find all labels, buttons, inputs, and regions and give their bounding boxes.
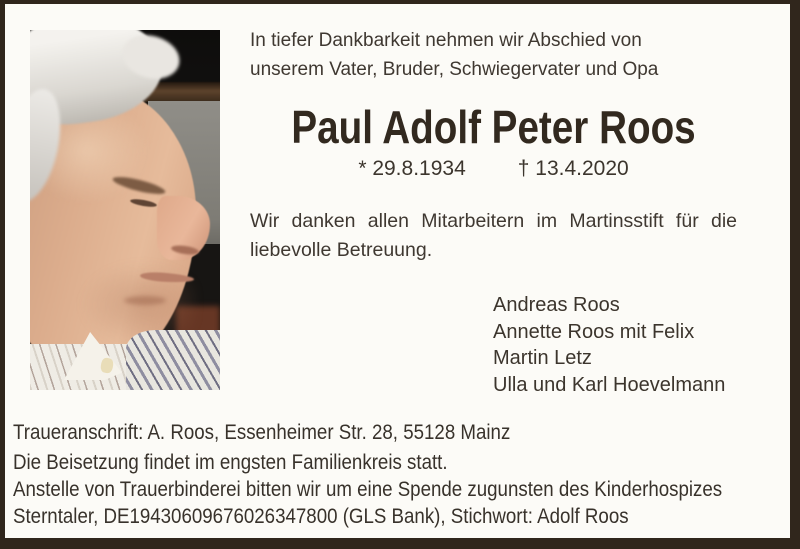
death-date: † 13.4.2020 — [517, 157, 629, 180]
photo-shoulder-stripes — [126, 330, 220, 390]
thanks-text — [250, 207, 737, 265]
photo-chin-crease — [124, 296, 166, 305]
deceased-name: Paul Adolf Peter Roos — [291, 101, 696, 153]
burial-line: Die Beisetzung findet im engsten Familienkreis statt. — [13, 450, 448, 474]
mourner-name: Andreas Roos — [493, 294, 620, 316]
intro-text — [250, 26, 737, 84]
birth-date: * 29.8.1934 — [358, 157, 466, 180]
thanks-line: liebevolle Betreuung. — [250, 239, 433, 261]
portrait-photo — [30, 30, 220, 390]
intro-line: unserem Vater, Bruder, Schwiegervater und Opa — [250, 59, 659, 80]
mourner-name: Martin Letz — [493, 347, 592, 369]
donation-line: Anstelle von Trauerbinderei bitten wir um eine Spende zugunsten des Kinderhospizes — [13, 477, 723, 501]
donation-line: Sterntaler, DE19430609676026347800 (GLS Bank), Stichwort: Adolf Roos — [13, 504, 629, 528]
life-dates — [250, 157, 737, 181]
footer-text — [13, 419, 800, 530]
intro-line: In tiefer Dankbarkeit nehmen wir Abschied von — [250, 30, 642, 51]
mourning-address-line: Traueranschrift: A. Roos, Essenheimer Str. 28, 55128 Mainz — [13, 420, 511, 444]
thanks-line: Wir danken allen Mitarbeitern im Martinsstift für die — [250, 210, 737, 232]
mourners-list — [493, 292, 725, 398]
mourner-name: Ulla und Karl Hoevelmann — [493, 373, 726, 396]
mourner-name: Annette Roos mit Felix — [493, 320, 695, 343]
